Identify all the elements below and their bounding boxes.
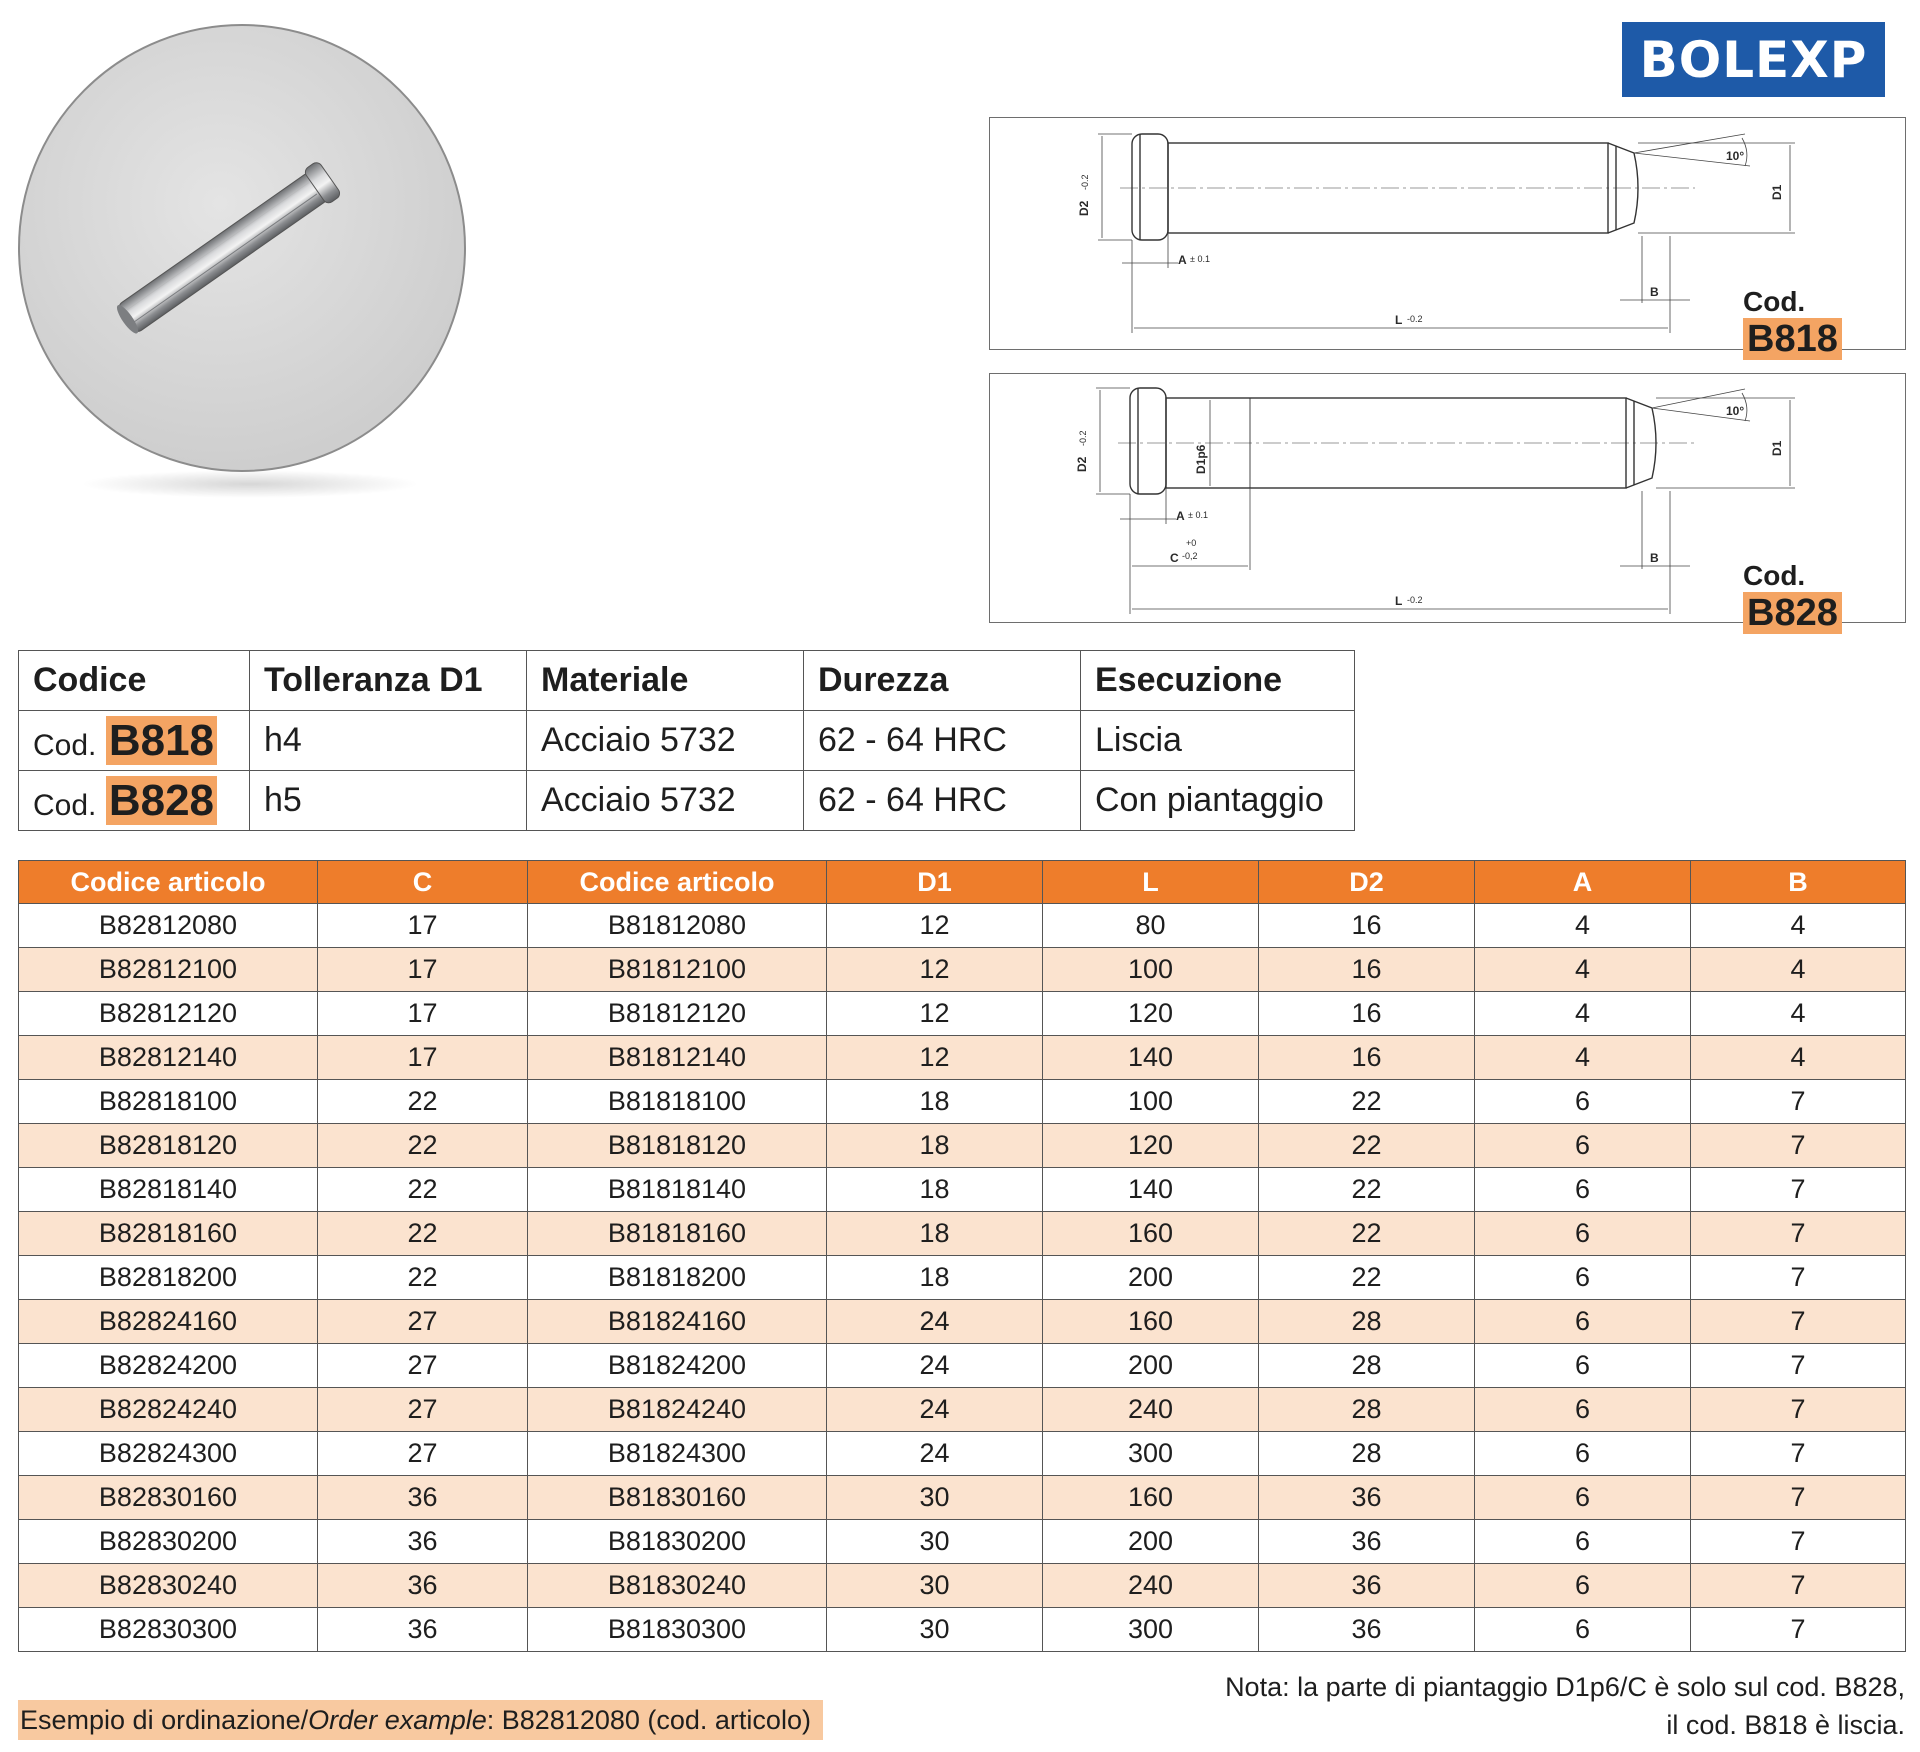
photo-shadow xyxy=(80,470,420,498)
cell-d2: 28 xyxy=(1259,1388,1475,1432)
table-row xyxy=(19,1608,1906,1652)
label-angle: 10° xyxy=(1726,404,1745,418)
cell-d2: 36 xyxy=(1259,1520,1475,1564)
spec-header-durezza: Durezza xyxy=(804,651,1081,711)
table-row xyxy=(19,1344,1906,1388)
label-c: C xyxy=(1170,551,1179,565)
spec-header-codice: Codice xyxy=(19,651,250,711)
cell-a: 4 xyxy=(1475,992,1691,1036)
cell-d2: 36 xyxy=(1259,1564,1475,1608)
cell-b: 7 xyxy=(1691,1080,1906,1124)
spec-cell-materiale: Acciaio 5732 xyxy=(527,771,804,831)
header-b: B xyxy=(1691,861,1906,904)
label-l-tol: -0.2 xyxy=(1407,595,1423,605)
label-d2-tol: -0.2 xyxy=(1080,174,1090,190)
cell-d1: 12 xyxy=(827,992,1043,1036)
cell-d2: 28 xyxy=(1259,1300,1475,1344)
cell-b: 4 xyxy=(1691,948,1906,992)
cell-d2: 36 xyxy=(1259,1476,1475,1520)
cell-codice-articolo-b818: B81818140 xyxy=(528,1168,827,1212)
product-code: B818 xyxy=(106,716,217,765)
cell-b: 7 xyxy=(1691,1564,1906,1608)
label-angle: 10° xyxy=(1726,149,1745,163)
cell-d1: 24 xyxy=(827,1344,1043,1388)
label-c-tol-bottom: -0,2 xyxy=(1182,551,1198,561)
cell-a: 6 xyxy=(1475,1432,1691,1476)
cell-d1: 18 xyxy=(827,1256,1043,1300)
cell-codice-articolo-b818: B81818200 xyxy=(528,1256,827,1300)
spec-header-esecuzione: Esecuzione xyxy=(1081,651,1355,711)
cell-a: 4 xyxy=(1475,948,1691,992)
spec-cell-code xyxy=(19,711,250,771)
article-header-row xyxy=(19,861,1906,904)
cell-c: 27 xyxy=(318,1432,528,1476)
cell-c: 22 xyxy=(318,1124,528,1168)
cell-d2: 22 xyxy=(1259,1212,1475,1256)
product-code: B828 xyxy=(106,776,217,825)
cell-codice-articolo-b828: B82830240 xyxy=(19,1564,318,1608)
cell-d1: 18 xyxy=(827,1080,1043,1124)
cell-codice-articolo-b828: B82824240 xyxy=(19,1388,318,1432)
spec-cell-esecuzione: Con piantaggio xyxy=(1081,771,1355,831)
cell-a: 6 xyxy=(1475,1256,1691,1300)
cell-codice-articolo-b818: B81812120 xyxy=(528,992,827,1036)
order-example xyxy=(18,1700,823,1740)
cell-d1: 18 xyxy=(827,1124,1043,1168)
cell-codice-articolo-b828: B82812120 xyxy=(19,992,318,1036)
cell-d2: 28 xyxy=(1259,1344,1475,1388)
drawing-b818-code xyxy=(1743,286,1905,361)
cell-d1: 24 xyxy=(827,1432,1043,1476)
cell-codice-articolo-b828: B82812100 xyxy=(19,948,318,992)
header-codice-articolo-b818: Codice articolo xyxy=(528,861,827,904)
technical-drawing-b828 xyxy=(989,373,1906,634)
cell-l: 200 xyxy=(1043,1520,1259,1564)
cell-d1: 30 xyxy=(827,1564,1043,1608)
cell-l: 300 xyxy=(1043,1608,1259,1652)
table-row xyxy=(19,992,1906,1036)
cell-d1: 30 xyxy=(827,1520,1043,1564)
cell-d2: 22 xyxy=(1259,1256,1475,1300)
cell-c: 27 xyxy=(318,1300,528,1344)
label-b: B xyxy=(1650,285,1659,299)
cell-a: 6 xyxy=(1475,1124,1691,1168)
cell-a: 6 xyxy=(1475,1520,1691,1564)
cell-a: 6 xyxy=(1475,1608,1691,1652)
table-row xyxy=(19,1564,1906,1608)
table-row xyxy=(19,1212,1906,1256)
cell-codice-articolo-b828: B82812080 xyxy=(19,904,318,948)
table-row xyxy=(19,1520,1906,1564)
cell-codice-articolo-b828: B82818200 xyxy=(19,1256,318,1300)
pin-image xyxy=(20,26,464,470)
cell-b: 7 xyxy=(1691,1608,1906,1652)
cell-c: 17 xyxy=(318,948,528,992)
cell-codice-articolo-b818: B81830160 xyxy=(528,1476,827,1520)
cell-a: 6 xyxy=(1475,1080,1691,1124)
cell-codice-articolo-b818: B81824300 xyxy=(528,1432,827,1476)
label-a-tol: ± 0.1 xyxy=(1190,254,1210,264)
label-l-tol: -0.2 xyxy=(1407,314,1423,324)
cell-l: 120 xyxy=(1043,1124,1259,1168)
cell-a: 4 xyxy=(1475,904,1691,948)
label-d2: D2 xyxy=(1075,456,1089,472)
cell-a: 6 xyxy=(1475,1212,1691,1256)
cod-prefix: Cod. xyxy=(1743,560,1806,591)
product-code: B818 xyxy=(1743,318,1842,360)
header-a: A xyxy=(1475,861,1691,904)
cell-d1: 18 xyxy=(827,1212,1043,1256)
table-row xyxy=(19,904,1906,948)
cell-codice-articolo-b818: B81830300 xyxy=(528,1608,827,1652)
footnote-line-1: Nota: la parte di piantaggio D1p6/C è solo sul cod. B828, xyxy=(1225,1672,1905,1702)
cell-d1: 30 xyxy=(827,1608,1043,1652)
cell-d1: 30 xyxy=(827,1476,1043,1520)
cell-d2: 28 xyxy=(1259,1432,1475,1476)
cell-codice-articolo-b818: B81830240 xyxy=(528,1564,827,1608)
cell-l: 160 xyxy=(1043,1300,1259,1344)
cell-a: 4 xyxy=(1475,1036,1691,1080)
product-code: B828 xyxy=(1743,592,1842,634)
cell-d2: 16 xyxy=(1259,948,1475,992)
cell-codice-articolo-b818: B81830200 xyxy=(528,1520,827,1564)
cell-b: 4 xyxy=(1691,904,1906,948)
cell-codice-articolo-b828: B82830200 xyxy=(19,1520,318,1564)
cell-c: 27 xyxy=(318,1388,528,1432)
cell-l: 100 xyxy=(1043,948,1259,992)
spec-cell-tolleranza: h5 xyxy=(250,771,527,831)
cell-l: 240 xyxy=(1043,1388,1259,1432)
cell-l: 120 xyxy=(1043,992,1259,1036)
header-d2: D2 xyxy=(1259,861,1475,904)
cell-l: 140 xyxy=(1043,1036,1259,1080)
cell-codice-articolo-b818: B81812100 xyxy=(528,948,827,992)
cell-c: 27 xyxy=(318,1344,528,1388)
cell-codice-articolo-b828: B82812140 xyxy=(19,1036,318,1080)
table-row xyxy=(19,1080,1906,1124)
cell-a: 6 xyxy=(1475,1300,1691,1344)
cell-d1: 24 xyxy=(827,1388,1043,1432)
cell-b: 7 xyxy=(1691,1124,1906,1168)
cell-codice-articolo-b818: B81812140 xyxy=(528,1036,827,1080)
table-row xyxy=(19,1476,1906,1520)
cell-codice-articolo-b828: B82818160 xyxy=(19,1212,318,1256)
label-l: L xyxy=(1395,594,1403,608)
table-row xyxy=(19,1256,1906,1300)
table-row xyxy=(19,1300,1906,1344)
cell-d1: 18 xyxy=(827,1168,1043,1212)
cell-c: 22 xyxy=(318,1168,528,1212)
order-example-label: Esempio di ordinazione/ xyxy=(20,1705,309,1735)
cell-codice-articolo-b828: B82818140 xyxy=(19,1168,318,1212)
cell-codice-articolo-b828: B82818100 xyxy=(19,1080,318,1124)
label-c-tol-top: +0 xyxy=(1186,538,1197,548)
article-table-body xyxy=(19,904,1906,1652)
cell-b: 7 xyxy=(1691,1300,1906,1344)
cell-codice-articolo-b828: B82818120 xyxy=(19,1124,318,1168)
spec-table xyxy=(18,650,1355,831)
cell-c: 22 xyxy=(318,1212,528,1256)
cell-c: 22 xyxy=(318,1080,528,1124)
cell-d2: 16 xyxy=(1259,1036,1475,1080)
spec-cell-tolleranza: h4 xyxy=(250,711,527,771)
cod-prefix: Cod. xyxy=(33,728,97,762)
footnote-line-2: il cod. B818 è liscia. xyxy=(1666,1710,1905,1740)
brand-logo: BOLEXP xyxy=(1622,22,1885,97)
cell-c: 36 xyxy=(318,1564,528,1608)
cell-l: 200 xyxy=(1043,1344,1259,1388)
cell-l: 300 xyxy=(1043,1432,1259,1476)
spec-cell-materiale: Acciaio 5732 xyxy=(527,711,804,771)
cell-c: 17 xyxy=(318,904,528,948)
table-row xyxy=(19,1036,1906,1080)
cell-b: 7 xyxy=(1691,1168,1906,1212)
cell-l: 160 xyxy=(1043,1212,1259,1256)
cell-b: 7 xyxy=(1691,1476,1906,1520)
header-d1: D1 xyxy=(827,861,1043,904)
cell-b: 4 xyxy=(1691,1036,1906,1080)
table-row xyxy=(19,1124,1906,1168)
spec-header-tolleranza: Tolleranza D1 xyxy=(250,651,527,711)
cod-prefix: Cod. xyxy=(1743,286,1806,317)
table-row xyxy=(19,948,1906,992)
header-codice-articolo-b828: Codice articolo xyxy=(19,861,318,904)
footnote xyxy=(1225,1668,1905,1744)
cell-b: 7 xyxy=(1691,1388,1906,1432)
spec-cell-code xyxy=(19,771,250,831)
label-d2-tol: -0.2 xyxy=(1078,430,1088,446)
spec-header-row xyxy=(19,651,1355,711)
cell-b: 7 xyxy=(1691,1212,1906,1256)
label-a-tol: ± 0.1 xyxy=(1188,510,1208,520)
label-d1: D1 xyxy=(1770,184,1784,200)
cell-codice-articolo-b828: B82830300 xyxy=(19,1608,318,1652)
header-l: L xyxy=(1043,861,1259,904)
cell-l: 160 xyxy=(1043,1476,1259,1520)
cell-c: 36 xyxy=(318,1608,528,1652)
spec-cell-durezza: 62 - 64 HRC xyxy=(804,711,1081,771)
label-d1p6: D1p6 xyxy=(1194,444,1208,474)
header-c: C xyxy=(318,861,528,904)
table-row xyxy=(19,1168,1906,1212)
cell-codice-articolo-b828: B82824300 xyxy=(19,1432,318,1476)
order-example-value: : B82812080 (cod. articolo) xyxy=(486,1705,811,1735)
label-d2: D2 xyxy=(1077,200,1091,216)
cell-l: 100 xyxy=(1043,1080,1259,1124)
cell-d2: 36 xyxy=(1259,1608,1475,1652)
table-row xyxy=(19,1432,1906,1476)
cod-prefix: Cod. xyxy=(33,788,97,822)
cell-d1: 12 xyxy=(827,1036,1043,1080)
cell-codice-articolo-b828: B82824160 xyxy=(19,1300,318,1344)
cell-l: 240 xyxy=(1043,1564,1259,1608)
article-table xyxy=(18,860,1906,1652)
cell-l: 140 xyxy=(1043,1168,1259,1212)
cell-codice-articolo-b818: B81824200 xyxy=(528,1344,827,1388)
cell-d1: 24 xyxy=(827,1300,1043,1344)
cell-a: 6 xyxy=(1475,1168,1691,1212)
cell-d2: 22 xyxy=(1259,1168,1475,1212)
label-b: B xyxy=(1650,551,1659,565)
drawing-b828-code xyxy=(1743,560,1905,635)
cell-c: 36 xyxy=(318,1520,528,1564)
cell-d2: 22 xyxy=(1259,1080,1475,1124)
spec-row-b828 xyxy=(19,771,1355,831)
cell-codice-articolo-b818: B81818100 xyxy=(528,1080,827,1124)
product-photo xyxy=(18,24,466,472)
cell-b: 4 xyxy=(1691,992,1906,1036)
cell-codice-articolo-b818: B81812080 xyxy=(528,904,827,948)
cell-d2: 16 xyxy=(1259,904,1475,948)
spec-cell-durezza: 62 - 64 HRC xyxy=(804,771,1081,831)
spec-header-materiale: Materiale xyxy=(527,651,804,711)
cell-a: 6 xyxy=(1475,1344,1691,1388)
cell-codice-articolo-b828: B82830160 xyxy=(19,1476,318,1520)
label-l: L xyxy=(1395,313,1403,327)
cell-b: 7 xyxy=(1691,1520,1906,1564)
cell-a: 6 xyxy=(1475,1564,1691,1608)
label-d1: D1 xyxy=(1770,440,1784,456)
cell-codice-articolo-b818: B81818120 xyxy=(528,1124,827,1168)
cell-c: 17 xyxy=(318,992,528,1036)
order-example-label-italic: Order example xyxy=(308,1705,487,1735)
cell-d1: 12 xyxy=(827,904,1043,948)
cell-d2: 16 xyxy=(1259,992,1475,1036)
cell-c: 22 xyxy=(318,1256,528,1300)
cell-codice-articolo-b818: B81824160 xyxy=(528,1300,827,1344)
cell-b: 7 xyxy=(1691,1256,1906,1300)
spec-cell-esecuzione: Liscia xyxy=(1081,711,1355,771)
cell-b: 7 xyxy=(1691,1344,1906,1388)
cell-l: 80 xyxy=(1043,904,1259,948)
label-a: A xyxy=(1178,253,1187,267)
technical-drawing-b818 xyxy=(989,117,1906,360)
label-a: A xyxy=(1176,509,1185,523)
cell-d2: 22 xyxy=(1259,1124,1475,1168)
cell-codice-articolo-b828: B82824200 xyxy=(19,1344,318,1388)
cell-b: 7 xyxy=(1691,1432,1906,1476)
cell-codice-articolo-b818: B81818160 xyxy=(528,1212,827,1256)
cell-a: 6 xyxy=(1475,1476,1691,1520)
spec-row-b818 xyxy=(19,711,1355,771)
cell-l: 200 xyxy=(1043,1256,1259,1300)
cell-d1: 12 xyxy=(827,948,1043,992)
cell-codice-articolo-b818: B81824240 xyxy=(528,1388,827,1432)
table-row xyxy=(19,1388,1906,1432)
cell-c: 17 xyxy=(318,1036,528,1080)
cell-a: 6 xyxy=(1475,1388,1691,1432)
cell-c: 36 xyxy=(318,1476,528,1520)
